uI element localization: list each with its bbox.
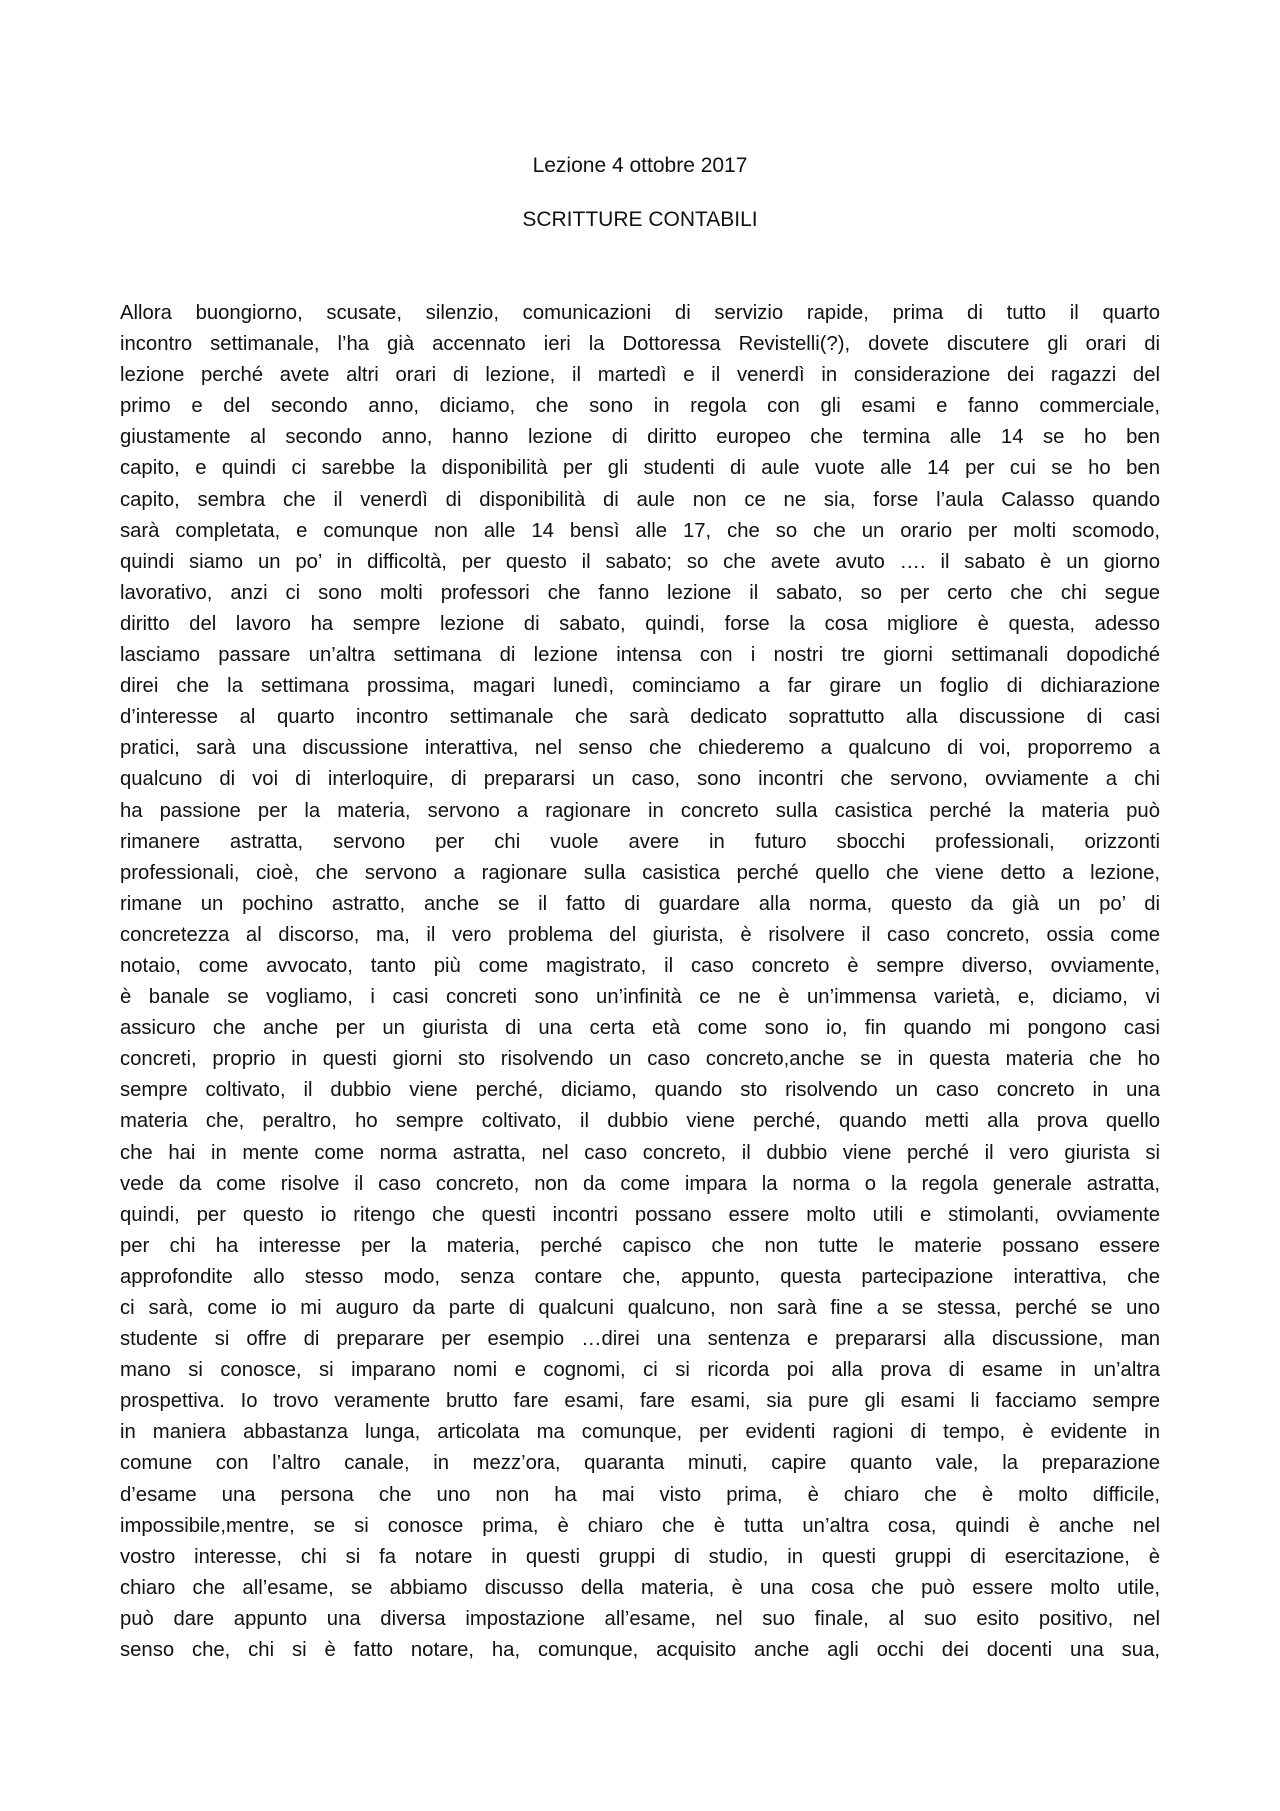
transcript-line: quindi siamo un po’ in difficoltà, per questo il sabato; so che avete avuto …. il sabato è un giorno (120, 550, 1160, 573)
transcript-line: prospettiva. Io trovo veramente brutto fare esami, fare esami, sia pure gli esami li facciamo sempre (120, 1390, 1160, 1413)
transcript-line: concreti, proprio in questi giorni sto risolvendo un caso concreto,anche se in questa materia che ho (120, 1048, 1160, 1071)
transcript-line: direi che la settimana prossima, magari lunedì, cominciamo a far girare un foglio di dichiarazione (120, 675, 1160, 698)
transcript-line: incontro settimanale, l’ha già accennato ieri la Dottoressa Revistelli(?), dovete discutere gli orari di (120, 333, 1160, 356)
transcript-line: giustamente al secondo anno, hanno lezione di diritto europeo che termina alle 14 se ho ben (120, 426, 1160, 449)
transcript-line: può dare appunto una diversa impostazione all’esame, nel suo finale, al suo esito positivo, nel (120, 1607, 1160, 1630)
transcript-line: diritto del lavoro ha sempre lezione di sabato, quindi, forse la cosa migliore è questa, adesso (120, 612, 1160, 635)
transcript-line: primo e del secondo anno, diciamo, che sono in regola con gli esami e fanno commerciale, (120, 395, 1160, 418)
transcript-line: ci sarà, come io mi auguro da parte di qualcuni qualcuno, non sarà fine a se stessa, perché se uno (120, 1297, 1160, 1319)
transcript-line: mano si conosce, si imparano nomi e cognomi, ci si ricorda poi alla prova di esame in un’altra (120, 1359, 1160, 1382)
transcript-body (120, 298, 1160, 1666)
transcript-line: pratici, sarà una discussione interattiva, nel senso che chiederemo a qualcuno di voi, proporremo a (120, 737, 1160, 760)
transcript-line: impossibile,mentre, se si conosce prima, è chiaro che è tutta un’altra cosa, quindi è anche nel (120, 1514, 1160, 1537)
transcript-line: senso che, chi si è fatto notare, ha, comunque, acquisito anche agli occhi dei docenti una sua, (120, 1639, 1160, 1662)
transcript-line: notaio, come avvocato, tanto più come magistrato, il caso concreto è sempre diverso, ovviamente, (120, 954, 1160, 977)
transcript-line: lasciamo passare un’altra settimana di lezione intensa con i nostri tre giorni settimanali dopodiché (120, 644, 1160, 667)
lesson-date-title: Lezione 4 ottobre 2017 (532, 154, 748, 177)
transcript-line: approfondite allo stesso modo, senza contare che, appunto, questa partecipazione interattiva, che (120, 1265, 1160, 1288)
transcript-line: per chi ha interesse per la materia, perché capisco che non tutte le materie possano essere (120, 1234, 1160, 1257)
transcript-line: materia che, peraltro, ho sempre coltivato, il dubbio viene perché, quando metti alla prova quello (120, 1110, 1160, 1133)
transcript-line: vede da come risolve il caso concreto, non da come impara la norma o la regola generale astratta, (120, 1172, 1160, 1195)
transcript-line: in maniera abbastanza lunga, articolata ma comunque, per evidenti ragioni di tempo, è evidente in (120, 1421, 1160, 1444)
transcript-line: che hai in mente come norma astratta, nel caso concreto, il dubbio viene perché il vero giurista si (120, 1141, 1160, 1164)
transcript-line: Allora buongiorno, scusate, silenzio, comunicazioni di servizio rapide, prima di tutto il quarto (120, 302, 1160, 324)
transcript-line: d’esame una persona che uno non ha mai visto prima, è chiaro che è molto difficile, (120, 1483, 1160, 1506)
transcript-line: professionali, cioè, che servono a ragionare sulla casistica perché quello che viene detto a lezione, (120, 861, 1160, 884)
transcript-line: è banale se vogliamo, i casi concreti sono un’infinità ce ne è un’immensa varietà, e, diciamo, vi (120, 986, 1160, 1009)
transcript-line: studente si offre di preparare per esempio …direi una sentenza e prepararsi alla discussione, man (120, 1328, 1160, 1351)
transcript-line: vostro interesse, chi si fa notare in questi gruppi di studio, in questi gruppi di esercitazione, è (120, 1545, 1160, 1568)
transcript-line: ha passione per la materia, servono a ragionare in concreto sulla casistica perché la materia può (120, 799, 1160, 822)
transcript-line: capito, e quindi ci sarebbe la disponibilità per gli studenti di aule vuote alle 14 per cui se ho ben (120, 457, 1160, 480)
transcript-line: comune con l’altro canale, in mezz’ora, quaranta minuti, capire quanto vale, la preparazione (120, 1452, 1160, 1475)
transcript-line: qualcuno di voi di interloquire, di prepararsi un caso, sono incontri che servono, ovviamente a chi (120, 768, 1160, 791)
transcript-line: sempre coltivato, il dubbio viene perché, diciamo, quando sto risolvendo un caso concreto in una (120, 1079, 1160, 1102)
transcript-line: sarà completata, e comunque non alle 14 bensì alle 17, che so che un orario per molti scomodo, (120, 519, 1160, 542)
transcript-line: d’interesse al quarto incontro settimanale che sarà dedicato soprattutto alla discussione di casi (120, 706, 1160, 729)
transcript-line: assicuro che anche per un giurista di una certa età come sono io, fin quando mi pongono casi (120, 1017, 1160, 1040)
transcript-line: rimane un pochino astratto, anche se il fatto di guardare alla norma, questo da già un po’ di (120, 892, 1160, 915)
lesson-subject-title: SCRITTURE CONTABILI (522, 208, 758, 231)
transcript-line: lezione perché avete altri orari di lezione, il martedì e il venerdì in considerazione dei ragazzi del (120, 364, 1160, 387)
transcript-line: chiaro che all’esame, se abbiamo discusso della materia, è una cosa che può essere molto utile, (120, 1576, 1160, 1599)
transcript-line: concretezza al discorso, ma, il vero problema del giurista, è risolvere il caso concreto, ossia come (120, 923, 1160, 946)
transcript-line: quindi, per questo io ritengo che questi incontri possano essere molto utili e stimolanti, ovviamente (120, 1203, 1160, 1226)
transcript-line: capito, sembra che il venerdì di disponibilità di aule non ce ne sia, forse l’aula Calasso quando (120, 488, 1160, 511)
transcript-line: rimanere astratta, servono per chi vuole avere in futuro sbocchi professionali, orizzonti (120, 830, 1160, 853)
transcript-line: lavorativo, anzi ci sono molti professori che fanno lezione il sabato, so per certo che chi segue (120, 581, 1160, 604)
